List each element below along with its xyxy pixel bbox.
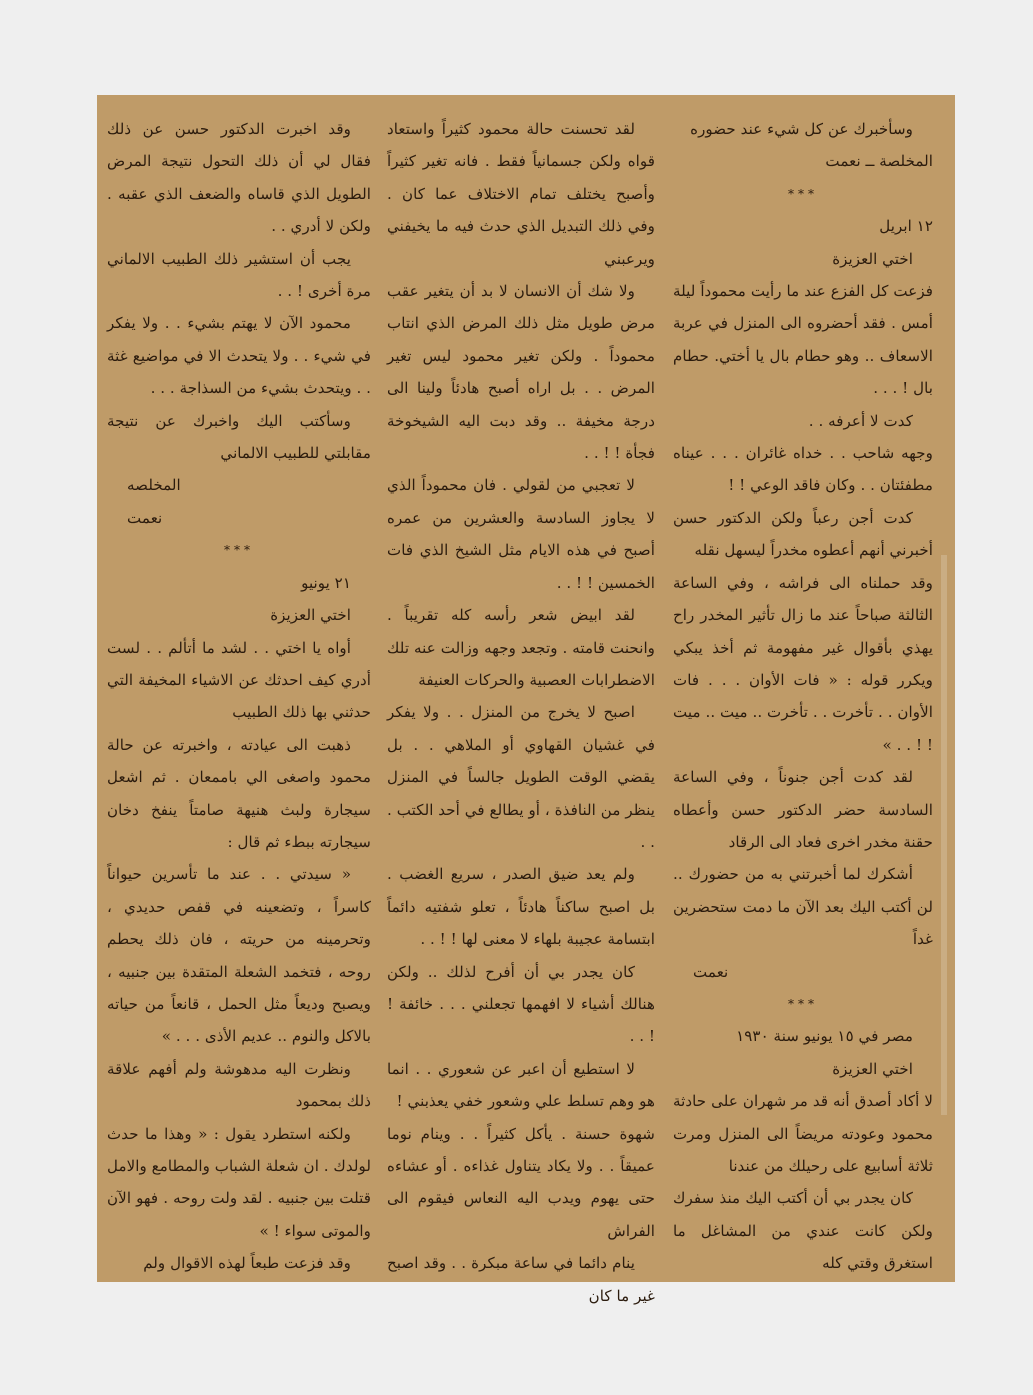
paragraph: وسأكتب اليك واخبرك عن نتيجة مقابلتي للطبيب الالماني (107, 411, 371, 463)
paragraph: وجهه شاحب . . خداه غائران . . . عيناه مطفئتان . . وكان فاقد الوعي ! ! (673, 444, 933, 495)
paragraph: وقد حملناه الى فراشه ، وفي الساعة الثالثة صباحاً عند ما زال تأثير المخدر راح يهذي بأقوال غير مفهومة ثم أخذ يبكي ويكرر قوله : « فات الأوان . . . فات الأوان . . تأخرت . . تأخرت .. ميت .. ميت ! ! . . » (673, 573, 933, 754)
section-separator: *** (788, 996, 818, 1011)
paragraph: اختي العزيزة (832, 1059, 913, 1078)
paragraph: المخلصة ــ نعمت (825, 152, 933, 171)
paragraph: لا أكاد أصدق أنه قد مر شهران على حادثة محمود وعودته مريضاً الى المنزل ومرت ثلاثة أسابيع على رحيلك من عندنا (673, 1092, 933, 1175)
paragraph: ولا شك أن الانسان لا بد أن يتغير عقب مرض طويل مثل ذلك المرض الذي انتاب محموداً . ولكن تغير محمود ليس تغير المرض . . بل اراه أصبح هادئاً ولينا الى درجة مخيفة .. وقد دبت اليه الشيخوخة فجأة ! ! . . (387, 282, 655, 463)
paragraph: ٢١ يونيو (301, 573, 351, 592)
paper-strip (941, 555, 947, 1115)
paragraph: اصبح لا يخرج من المنزل . . ولا يفكر في غشيان القهاوي أو الملاهي . . بل يقضي الوقت الطويل جالساً في المنزل ينظر من النافذة ، أو يطالع في أحد الكتب . . . (387, 703, 655, 851)
paragraph: ينام دائما في ساعة مبكرة . . وقد اصبح غير ما كان (387, 1254, 655, 1305)
paragraph: المخلصه (127, 476, 181, 495)
paragraph: ونظرت اليه مدهوشة ولم أفهم علاقة ذلك بمحمود (107, 1059, 371, 1111)
paragraph: فزعت كل الفزع عند ما رأيت محموداً ليلة أمس . فقد أحضروه الى المنزل في عربة الاسعاف .. وهو حطام بال يا أختي. حطام بال ! . . . (673, 282, 933, 398)
paragraph: ١٢ ابريل (879, 217, 933, 236)
paragraph: « سيدتي . . عند ما تأسرين حيواناً كاسراً ، وتضعينه في قفص حديدي ، وتحرمينه من حريته ، فان ذلك يحطم روحه ، فتخمد الشعلة المتقدة بين جنبيه ، ويصبح وديعاً مثل الحمل ، قانعاً من حياته بالاكل والنوم .. عديم الأذى . . . » (107, 865, 371, 1046)
paragraph: لا استطيع أن اعبر عن شعوري . . انما هو وهم تسلط علي وشعور خفي يعذبني ! (387, 1059, 655, 1111)
paragraph: كان يجدر بي أن أفرح لذلك .. ولكن هنالك أشياء لا افهمها تجعلني . . . خائفة ! ! . . (387, 962, 655, 1046)
paragraph: شهوة حسنة . يأكل كثيراً . . وينام نوما عميقاً . . ولا يكاد يتناول غذاءه . أو عشاءه حتى يهوم ويدب اليه النعاس فيقوم الى الفراش (387, 1124, 655, 1240)
paragraph: نعمت (693, 962, 729, 981)
paragraph: لا تعجبي من لقولي . فان محموداً الذي لا يجاوز السادسة والعشرين من عمره أصبح في هذه الايام مثل الشيخ الذي فات الخمسين ! ! . . (387, 476, 655, 592)
paragraph: أشكرك لما أخبرتني به من حضورك .. لن أكتب اليك بعد الآن ما دمت ستحضرين غداً (673, 865, 933, 949)
section-separator: *** (224, 543, 254, 558)
paragraph: لقد تحسنت حالة محمود كثيراً واستعاد قواه ولكن جسمانياً فقط . فانه تغير كثيراً وأصبح يختلف تمام الاختلاف عما كان . وفي ذلك التبديل الذي حدث فيه ما يخيفني ويرعبني (387, 120, 655, 268)
paragraph: لقد كدت أجن جنوناً ، وفي الساعة السادسة حضر الدكتور حسن وأعطاه حقنة مخدر اخرى فعاد الى الرقاد (673, 768, 933, 851)
column-middle (387, 113, 655, 1305)
paragraph: لقد ابيض شعر رأسه كله تقريباً . وانحنت قامته . وتجعد وجهه وزالت عنه تلك الاضطرابات العصبية والحركات العنيفة (387, 606, 655, 689)
newspaper-page (97, 95, 955, 1305)
paragraph: كدت أجن رعباً ولكن الدكتور حسن أخبرني أنهم أعطوه مخدراً ليسهل نقله (673, 508, 933, 560)
paragraph: كدت لا أعرفه . . (808, 411, 913, 430)
paragraph: كان يجدر بي أن أكتب اليك منذ سفرك ولكن كانت عندي من المشاغل ما استغرق وقتي كله (673, 1189, 933, 1273)
paragraph: ولم يعد ضيق الصدر ، سريع الغضب . بل اصبح ساكناً هادئاً ، تعلو شفتيه دائماً ابتسامة عجيبة بلهاء لا معنى لها ! ! . . (387, 865, 655, 949)
paragraph: أواه يا اختي . . لشد ما أتألم . . لست أدري كيف احدثك عن الاشياء المخيفة التي حدثني بها ذلك الطبيب (107, 638, 371, 722)
column-left (107, 113, 371, 1278)
paragraph: وقد فزعت طبعاً لهذه الاقوال ولم (143, 1254, 351, 1273)
section-separator: *** (788, 186, 818, 201)
paragraph: اختي العزيزة (832, 249, 913, 268)
paragraph: يجب أن استشير ذلك الطبيب الالماني مرة أخرى ! . . (107, 249, 371, 301)
paragraph: مصر في ١٥ يونيو سنة ١٩٣٠ (736, 1027, 913, 1046)
column-right (673, 113, 933, 1278)
paragraph: ذهبت الى عيادته ، واخبرته عن حالة محمود واصغى الي باممعان . ثم اشعل سيجارة ولبث هنيهة صامتاً ينفخ دخان سيجارته ببطء ثم قال : (107, 735, 371, 851)
paragraph: وسأخبرك عن كل شيء عند حضوره (690, 120, 913, 138)
paragraph: ولكنه استطرد يقول : « وهذا ما حدث لولدك . ان شعلة الشباب والمطامع والامل قتلت بين جنبيه . لقد ولت روحه . فهو الآن والموتى سواء ! » (106, 1124, 371, 1240)
paragraph: نعمت (127, 508, 163, 527)
paragraph: محمود الآن لا يهتم بشيء . . ولا يفكر في شيء . . ولا يتحدث الا في مواضيع غثة . . ويتحدث بشيء من السذاجة . . . (107, 314, 371, 398)
paragraph: اختي العزيزة (270, 606, 351, 625)
paragraph: وقد اخبرت الدكتور حسن عن ذلك فقال لي أن ذلك التحول نتيجة المرض الطويل الذي قاساه والضعف الذي عقبه . ولكن لا أدري . . (107, 120, 371, 236)
